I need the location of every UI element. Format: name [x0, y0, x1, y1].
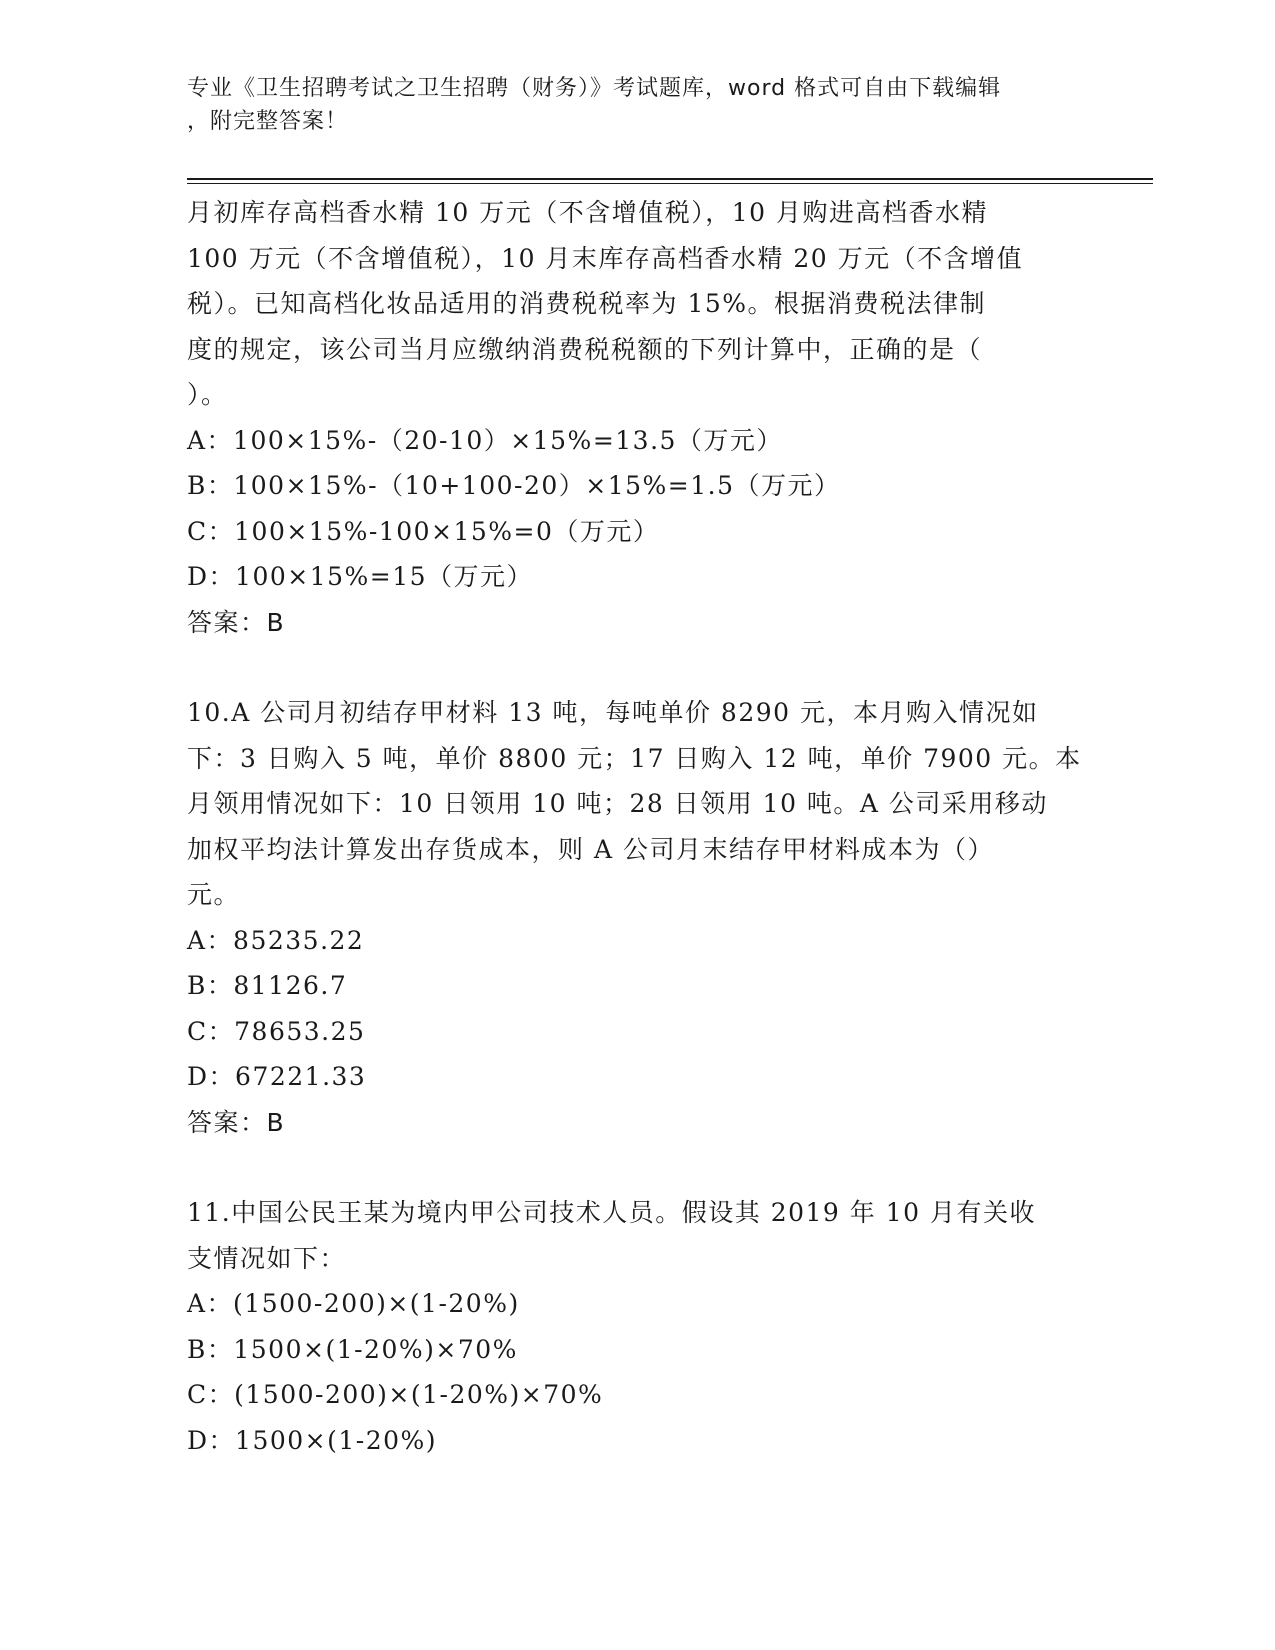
option-a: A：85235.22	[187, 925, 365, 955]
question-9	[187, 190, 1087, 645]
option-d: D：1500×(1-20%)	[187, 1425, 438, 1455]
question-11	[187, 1190, 1087, 1463]
question-stem-line: 税）。已知高档化妆品适用的消费税税率为 15%。根据消费税法律制	[187, 289, 987, 318]
option-a: A：100×15%-（20-10）×15%=13.5（万元）	[187, 425, 783, 455]
option-c: C：100×15%-100×15%=0（万元）	[187, 516, 660, 546]
spacer	[187, 645, 1087, 690]
question-stem-line: 下：3 日购入 5 吨，单价 8800 元；17 日购入 12 吨，单价 7900 元。本	[187, 743, 1082, 773]
answer-line: 答案：B	[187, 1107, 286, 1137]
option-d: D：67221.33	[187, 1062, 367, 1091]
question-stem-line: 元。	[187, 880, 241, 909]
question-stem-line: 11.中国公民王某为境内甲公司技术人员。假设其 2019 年 10 月有关收	[187, 1198, 1036, 1227]
document-body	[187, 190, 1087, 1463]
option-d: D：100×15%=15（万元）	[187, 562, 534, 591]
question-stem-line: ）。	[187, 380, 228, 409]
question-stem-line: 月领用情况如下：10 日领用 10 吨；28 日领用 10 吨。A 公司采用移动	[187, 789, 1048, 818]
question-10	[187, 690, 1087, 1145]
question-stem-line: 度的规定，该公司当月应缴纳消费税税额的下列计算中，正确的是（	[187, 334, 983, 364]
option-b: B：1500×(1-20%)×70%	[187, 1334, 518, 1364]
header-rule-thin	[187, 183, 1153, 184]
answer-line: 答案：B	[187, 607, 286, 637]
question-stem-line: 10.A 公司月初结存甲材料 13 吨，每吨单价 8290 元，本月购入情况如	[187, 698, 1039, 727]
option-b: B：100×15%-（10+100-20）×15%=1.5（万元）	[187, 471, 841, 500]
option-c: C：(1500-200)×(1-20%)×70%	[187, 1380, 604, 1409]
header-line-1: 专业《卫生招聘考试之卫生招聘（财务）》考试题库，word 格式可自由下载编辑	[187, 76, 1002, 101]
header-line-2: ，附完整答案！	[187, 109, 349, 134]
option-c: C：78653.25	[187, 1016, 366, 1046]
question-stem-line: 月初库存高档香水精 10 万元（不含增值税），10 月购进高档香水精	[187, 198, 988, 227]
option-b: B：81126.7	[187, 971, 348, 1000]
question-stem-line: 100 万元（不含增值税），10 月末库存高档香水精 20 万元（不含增值	[187, 243, 1024, 273]
page-header	[187, 72, 1087, 138]
option-a: A：(1500-200)×(1-20%)	[187, 1289, 520, 1318]
question-stem-line: 支情况如下：	[187, 1243, 347, 1273]
spacer	[187, 1145, 1087, 1190]
question-stem-line: 加权平均法计算发出存货成本，则 A 公司月末结存甲材料成本为（）	[187, 834, 994, 864]
header-rule-thick	[187, 178, 1153, 180]
